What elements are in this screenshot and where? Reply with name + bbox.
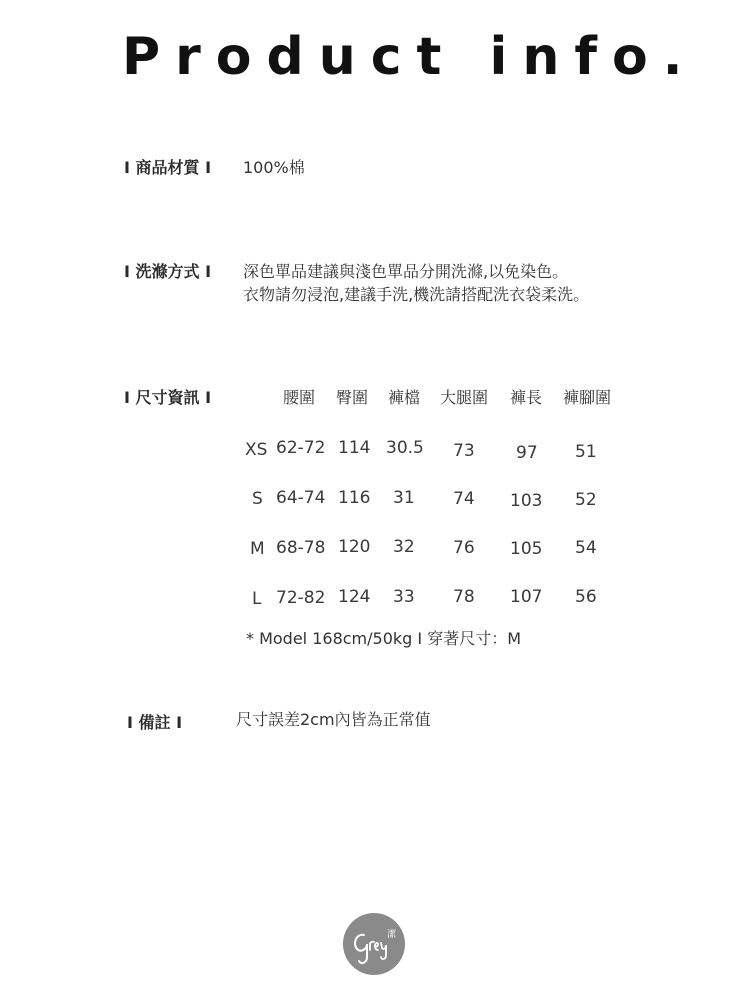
row-size: XS [245,440,268,460]
row-thigh: 74 [453,489,475,509]
row-hip: 120 [338,537,371,557]
row-waist: 68-78 [276,538,326,558]
row-hem: 54 [575,538,597,558]
header-hem: 褲腳圍 [563,388,612,407]
header-length: 褲長 [510,388,543,407]
washing-label: I 洗滌方式 I [124,262,212,281]
row-thigh: 78 [453,587,475,607]
row-length: 107 [510,587,543,607]
remark-value: 尺寸誤差2cm內皆為正常值 [236,710,431,729]
material-value: 100%棉 [243,158,305,177]
remark-label: I 備註 I [127,713,183,732]
page-title: Product info. [122,27,698,87]
row-rise: 32 [393,537,415,557]
grey-logo-icon [343,913,405,975]
row-size: L [252,589,262,609]
row-rise: 33 [393,587,415,607]
row-waist: 62-72 [276,438,326,458]
header-rise: 褲檔 [388,388,421,407]
svg-text:潔: 潔 [387,930,397,940]
row-rise: 30.5 [386,438,424,458]
row-hem: 56 [575,587,597,607]
row-thigh: 73 [453,441,475,461]
row-length: 97 [516,443,538,463]
row-rise: 31 [393,488,415,508]
washing-line-2: 衣物請勿浸泡,建議手洗,機洗請搭配洗衣袋柔洗。 [243,285,590,304]
row-waist: 64-74 [276,488,326,508]
row-hem: 52 [575,490,597,510]
row-waist: 72-82 [276,588,326,608]
row-hip: 114 [338,438,371,458]
brand-logo [343,913,405,975]
row-hip: 116 [338,488,371,508]
row-hem: 51 [575,442,597,462]
row-size: S [252,489,263,509]
material-label: I 商品材質 I [124,158,212,177]
header-thigh: 大腿圍 [440,388,489,407]
washing-line-1: 深色單品建議與淺色單品分開洗滌,以免染色。 [243,262,569,281]
size-label: I 尺寸資訊 I [124,388,212,407]
header-hip: 臀圍 [336,388,369,407]
header-waist: 腰圍 [283,388,316,407]
row-thigh: 76 [453,538,475,558]
row-hip: 124 [338,587,371,607]
row-size: M [250,539,265,559]
model-note: * Model 168cm/50kg I 穿著尺寸：M [246,629,522,648]
row-length: 105 [510,539,543,559]
row-length: 103 [510,491,543,511]
